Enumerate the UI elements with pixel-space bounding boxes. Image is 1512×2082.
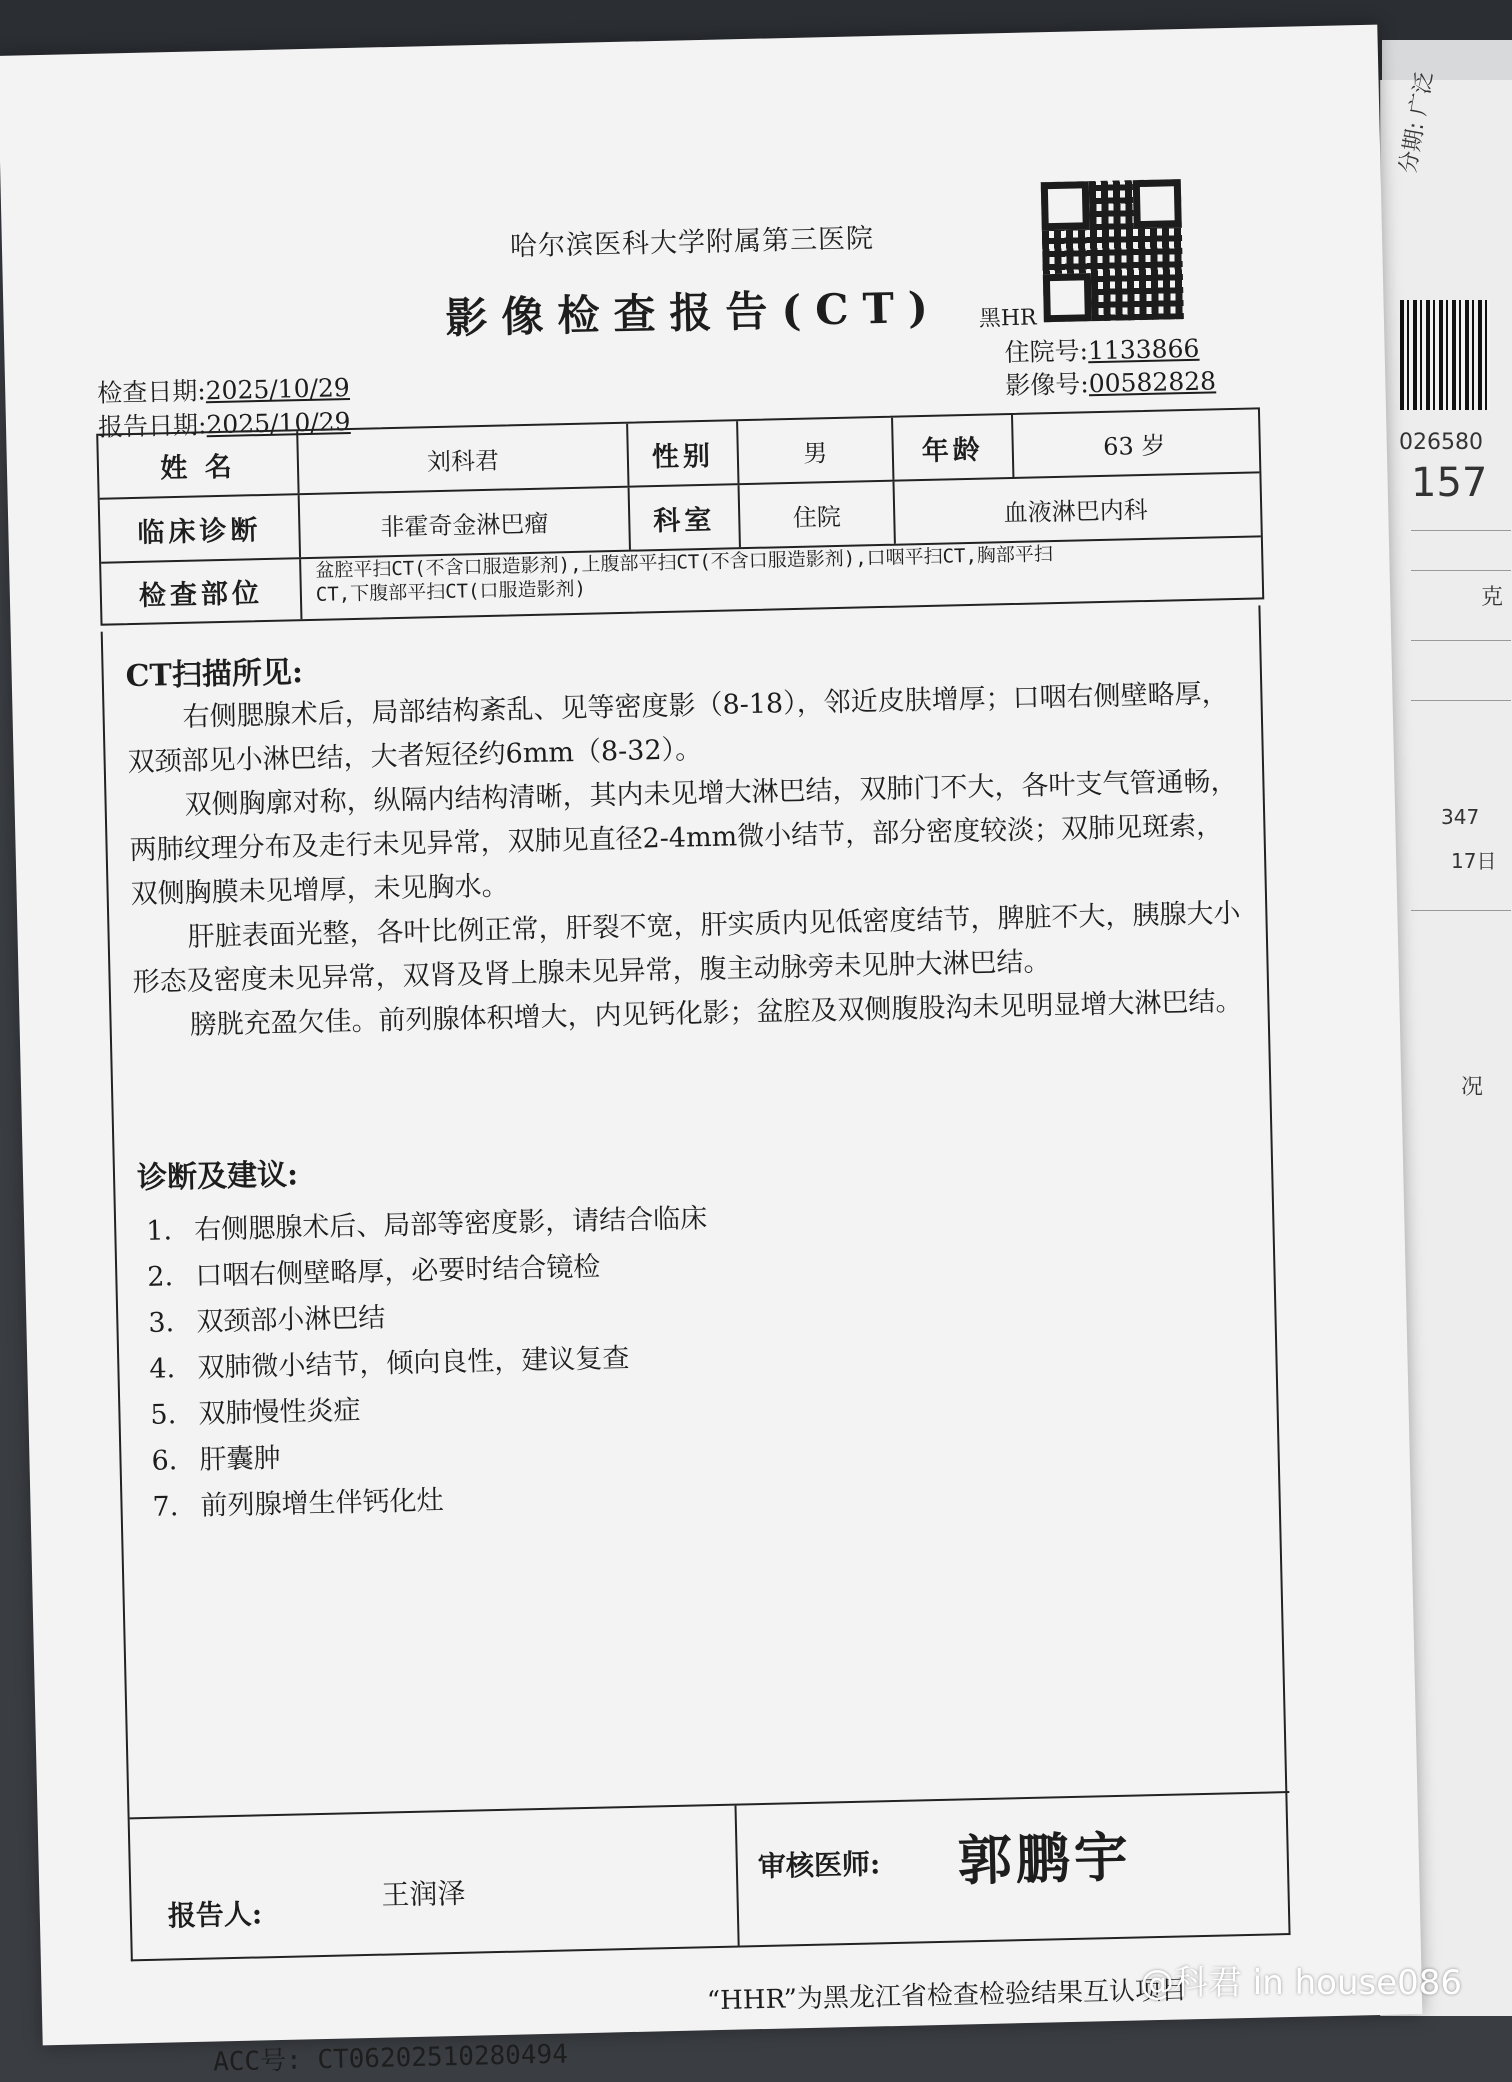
reviewer-label: 审核医师: — [757, 1847, 881, 1884]
hhr-note: “HHR”为黑龙江省检查检验结果互认项目 — [706, 1975, 1188, 2017]
signature-row — [130, 1791, 1293, 1959]
side-frag-number: 026580 — [1399, 430, 1483, 455]
reporter-cell — [130, 1806, 740, 1960]
clinical-diagnosis: 非霍奇金淋巴瘤 — [300, 488, 631, 557]
side-rule — [1411, 530, 1511, 531]
patient-sex: 男 — [738, 418, 894, 484]
list-item: 5. 双肺慢性炎症 — [150, 1395, 361, 1431]
hospital-name: 哈尔滨医科大学附属第三医院 — [509, 223, 875, 263]
findings-text — [126, 672, 1244, 1049]
side-frag-kuang: 况 — [1461, 1075, 1484, 1100]
inpatient-number: 住院号:1133866 — [1004, 333, 1200, 368]
exam-date: 检查日期:2025/10/29 — [96, 373, 351, 408]
side-rule — [1411, 570, 1511, 571]
reviewer-signature: 郭鹏宇 — [957, 1824, 1133, 1893]
report-body — [101, 605, 1291, 1961]
list-item: 1. 右侧腮腺术后、局部等密度影，请结合临床 — [145, 1203, 708, 1247]
patient-name: 刘科君 — [298, 424, 629, 493]
list-item: 7. 前列腺增生伴钙化灶 — [152, 1485, 444, 1523]
findings-paragraph: 肝脏表面光整，各叶比例正常，肝裂不宽，肝实质内见低密度结节，脾脏不大，胰腺大小形态及密度未见异常，双肾及肾上腺未见异常，腹主动脉旁未见肿大淋巴结。 — [132, 897, 1241, 999]
side-rule — [1411, 910, 1511, 911]
side-frag-157: 157 — [1411, 460, 1488, 506]
list-item: 3. 双颈部小淋巴结 — [148, 1302, 386, 1339]
reporter-label: 报告人: — [167, 1897, 263, 1933]
patient-info-table — [96, 407, 1264, 625]
findings-title: CT扫描所见: — [125, 655, 304, 695]
findings-paragraph: 右侧腮腺术后，局部结构紊乱、见等密度影（8-18），邻近皮肤增厚；口咽右侧壁略厚，双颈部见小淋巴结，大者短径约6mm（8-32）。 — [127, 678, 1229, 779]
diagnosis-list — [146, 1196, 714, 1531]
reporter-name: 王润泽 — [381, 1876, 466, 1912]
side-frag-347: 347 — [1441, 805, 1480, 829]
side-rule — [1411, 640, 1511, 641]
ward: 血液淋巴内科 — [1003, 495, 1149, 527]
list-item: 6. 肝囊肿 — [151, 1442, 281, 1477]
side-frag-staging: 分期: 广泛 — [1395, 70, 1439, 176]
acc-number: ACC号: CT06202510280494 — [212, 2039, 569, 2078]
name-label: 姓 名 — [98, 431, 299, 498]
findings-paragraph: 双侧胸廓对称，纵隔内结构清晰，其内未见增大淋巴结，双肺门不大，各叶支气管通畅，两肺纹理分布及走行未见异常，双肺见直径2-4mm微小结节，部分密度较淡；双肺见斑索，双侧胸膜未见增厚，未见胸水。 — [129, 765, 1238, 911]
side-rule — [1411, 700, 1511, 701]
barcode-image — [1400, 300, 1490, 410]
department: 住院 — [740, 482, 896, 548]
list-item: 2. 口咽右侧壁略厚，必要时结合镜检 — [147, 1251, 601, 1293]
patient-age: 63 岁 — [1102, 431, 1166, 461]
age-label: 年龄 — [893, 415, 1014, 480]
sex-label: 性别 — [628, 421, 739, 485]
qr-code-icon — [1041, 179, 1184, 322]
findings-paragraph: 膀胱充盈欠佳。前列腺体积增大，内见钙化影；盆腔及双侧腹股沟未见明显增大淋巴结。 — [189, 985, 1243, 1041]
diagnosis-title: 诊断及建议: — [136, 1157, 299, 1197]
diagnosis-label: 临床诊断 — [100, 495, 301, 562]
exam-part-line2: CT,下腹部平扫CT(口服造影剂) — [315, 577, 587, 606]
hr-mark: 黑HR — [978, 305, 1037, 332]
watermark: @科君 in house086 — [1140, 1963, 1463, 2003]
exam-part-line1: 盆腔平扫CT(不含口服造影剂),上腹部平扫CT(不含口服造影剂),口咽平扫CT,胸部平扫 — [315, 543, 1054, 582]
list-item: 4. 双肺微小结节，倾向良性，建议复查 — [149, 1342, 630, 1385]
ct-report-paper — [0, 25, 1422, 2078]
reviewer-cell — [736, 1793, 1292, 1946]
dept-label: 科室 — [630, 485, 741, 549]
side-frag-date: 17日 — [1451, 849, 1497, 873]
report-date: 报告日期:2025/10/29 — [97, 407, 351, 442]
report-title: 影像检查报告(CT) — [444, 282, 943, 343]
image-number: 影像号:00582828 — [1005, 366, 1217, 401]
exam-part-label: 检查部位 — [101, 559, 302, 624]
side-frag-ke: 克 — [1481, 585, 1504, 610]
